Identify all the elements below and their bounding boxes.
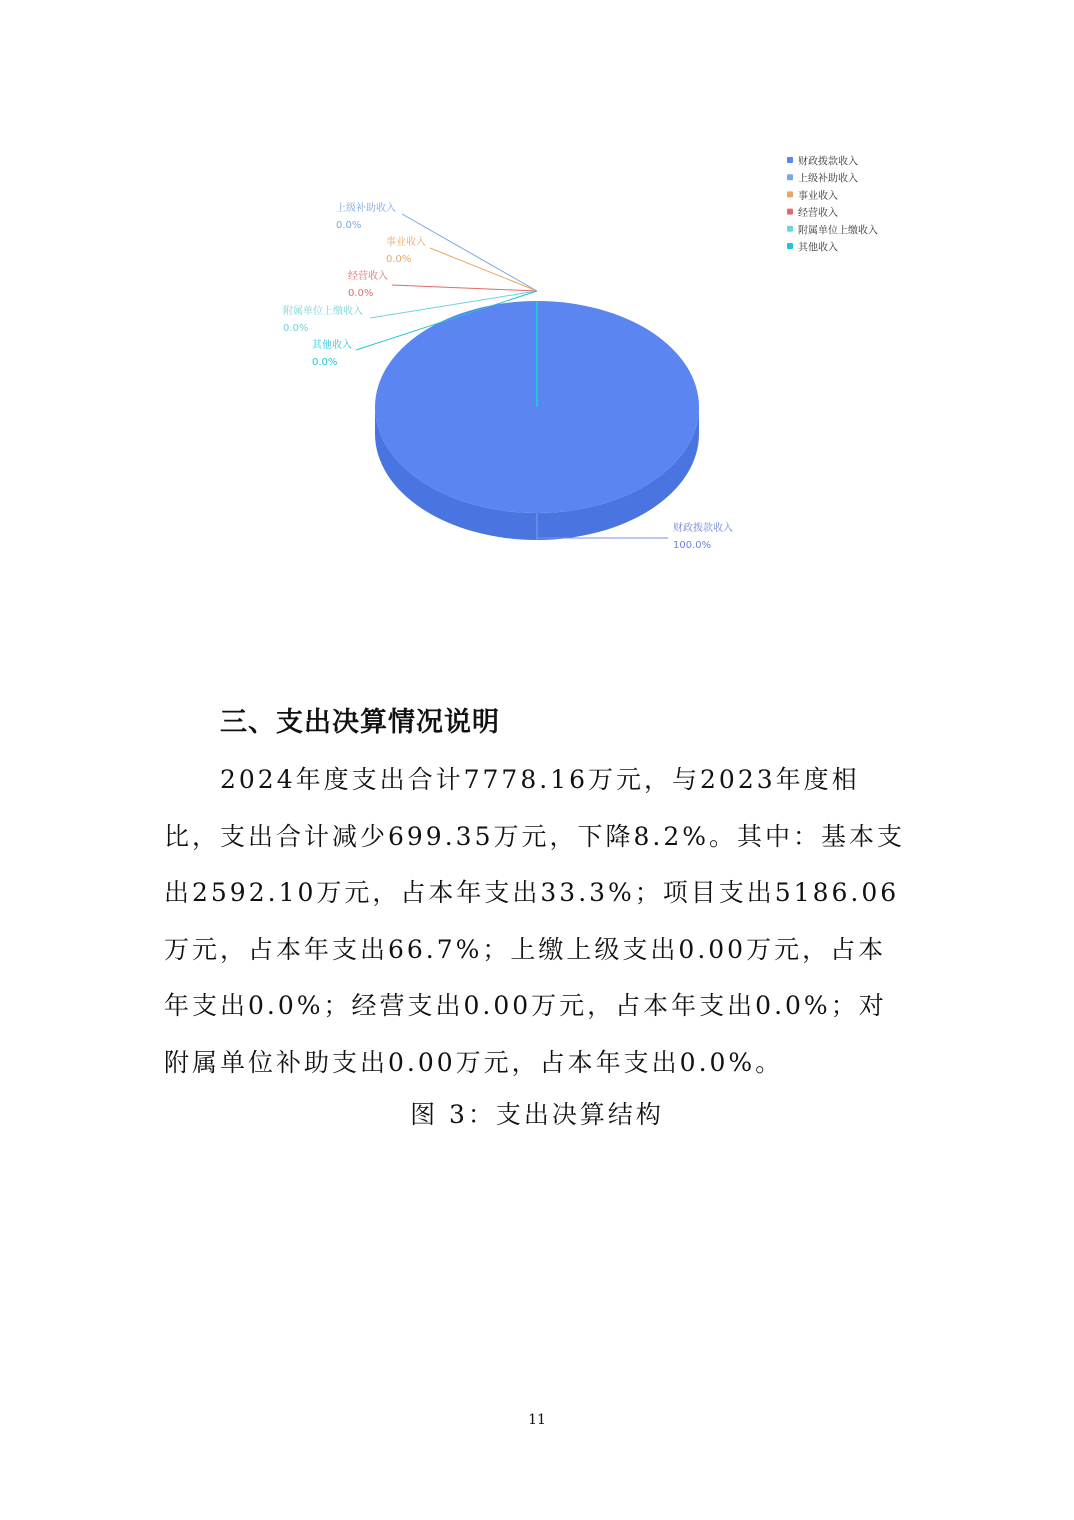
expenditure-paragraph: 2024年度支出合计7778.16万元，与2023年度相比，支出合计减少699.35万元，下降8.2%。其中：基本支出2592.10万元，占本年支出33.3%；项目支出5186.06万元，占本年支出66.7%；上缴上级支出0.00万元，占本年支出0.0%；经营支出0.00万元，占本年支出0.0%；对附属单位补助支出0.00万元，占本年支出0.0%。 [164, 765, 905, 1077]
legend-swatch [787, 191, 793, 197]
legend-swatch [787, 174, 793, 180]
legend-item-label: 附属单位上缴收入 [798, 225, 878, 237]
label-leader-line [430, 248, 537, 291]
page-number: 11 [528, 1412, 546, 1428]
legend-item-label: 上级补助收入 [798, 173, 858, 185]
slice-label-name: 上级补助收入 [336, 203, 396, 214]
slice-label-name: 财政拨款收入 [673, 523, 733, 534]
slice-label-pct: 0.0% [283, 323, 309, 334]
slice-label-pct: 0.0% [312, 357, 338, 368]
chart-legend [787, 155, 878, 254]
legend-swatch [787, 226, 793, 232]
slice-label-pct: 0.0% [348, 288, 374, 299]
revenue-pie-chart [0, 0, 1074, 600]
slice-label-name: 事业收入 [386, 237, 426, 248]
legend-item-label: 其他收入 [798, 242, 838, 254]
legend-item-label: 经营收入 [798, 208, 838, 220]
section-heading: 三、支出决算情况说明 [220, 707, 500, 738]
figure-caption: 图 3：支出决算结构 [410, 1100, 664, 1129]
label-leader-line [392, 285, 537, 291]
legend-swatch [787, 157, 793, 163]
legend-swatch [787, 243, 793, 249]
legend-swatch [787, 209, 793, 215]
legend-item-label: 事业收入 [798, 190, 838, 202]
slice-label-pct: 100.0% [673, 540, 712, 551]
legend-item-label: 财政拨款收入 [798, 156, 858, 168]
label-leader-line [402, 214, 537, 291]
slice-label-name: 经营收入 [348, 271, 388, 282]
pie-body [375, 301, 699, 540]
slice-label-name: 附属单位上缴收入 [283, 306, 363, 317]
slice-label-pct: 0.0% [386, 254, 412, 265]
slice-label-name: 其他收入 [312, 340, 352, 351]
slice-label-pct: 0.0% [336, 220, 362, 231]
